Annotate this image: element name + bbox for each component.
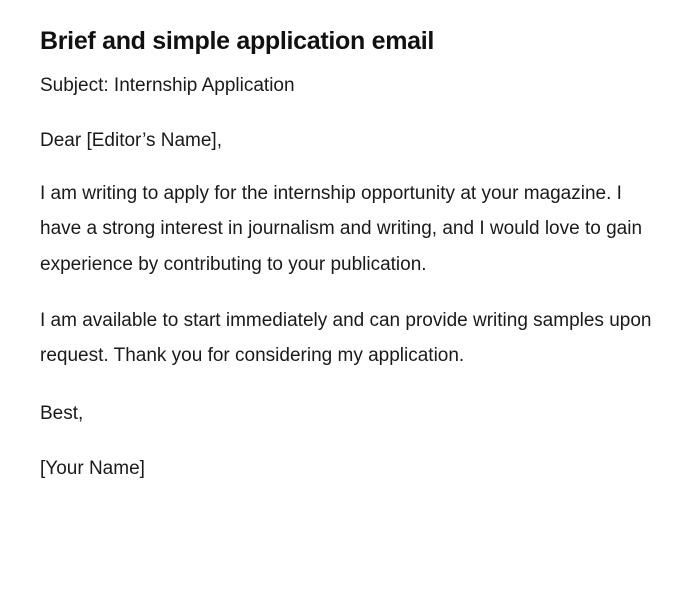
email-body-paragraph-2: I am available to start immediately and can provide writing samples upon request. Thank you for considering my application.	[40, 309, 652, 367]
email-template	[40, 24, 660, 483]
page-title: Brief and simple application email	[40, 27, 435, 55]
email-signature: [Your Name]	[40, 458, 145, 480]
email-closing: Best,	[40, 403, 84, 425]
email-body-paragraph-1: I am writing to apply for the internship opportunity at your magazine. I have a strong interest in journalism and writing, and I would love to gain experience by contributing to your publication.	[40, 183, 643, 275]
email-subject-line: Subject: Internship Application	[40, 75, 295, 96]
email-greeting: Dear [Editor’s Name],	[40, 130, 222, 151]
